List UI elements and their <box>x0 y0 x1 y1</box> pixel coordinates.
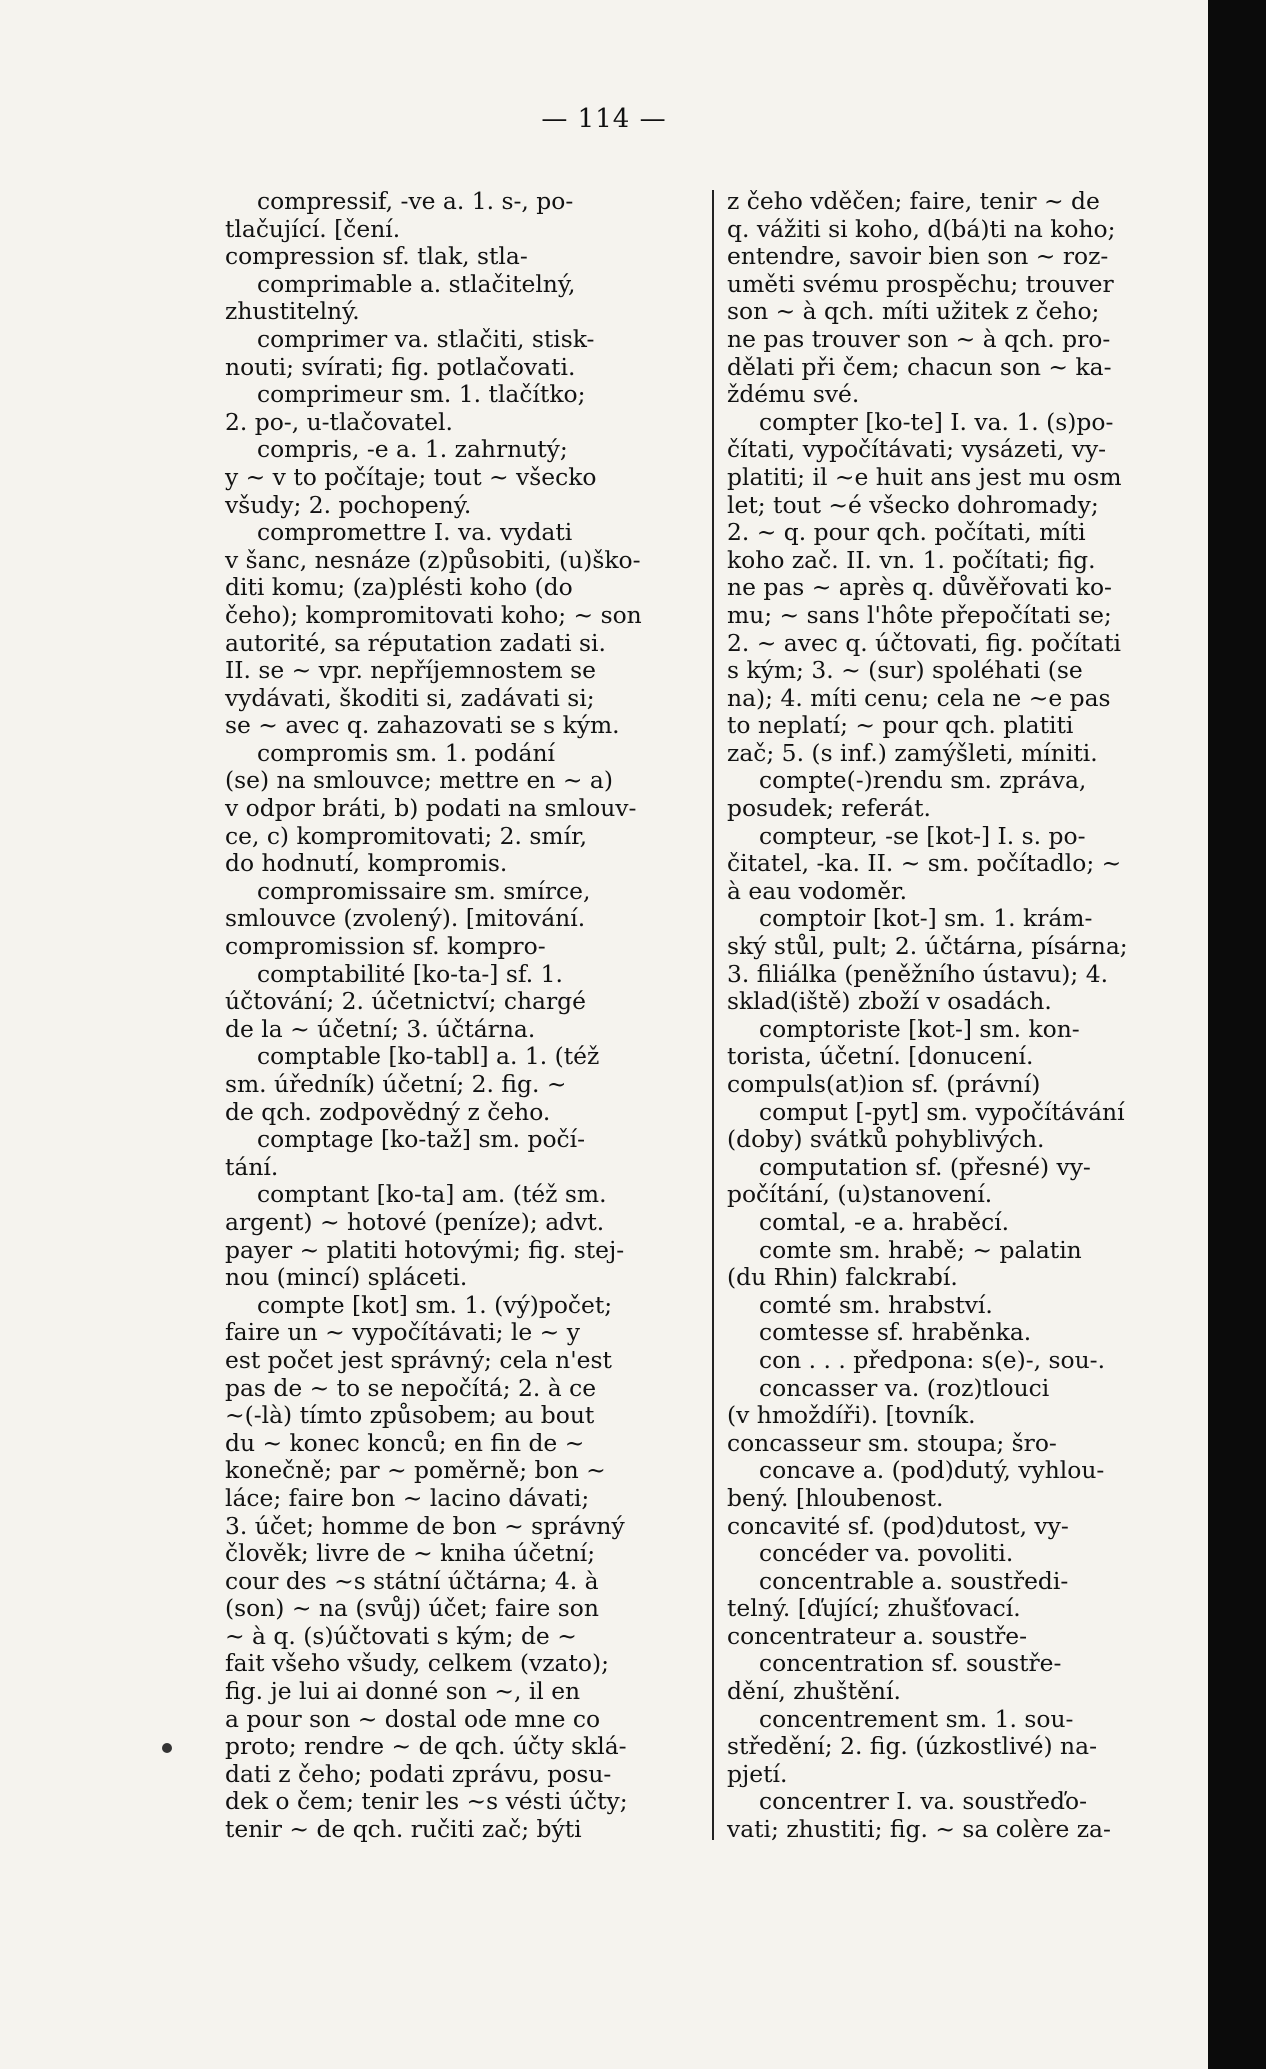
dictionary-entry: comptoriste [kot-] sm. kon- torista, účetní. [donucení. compuls(at)ion sf. (právní) <box>727 1014 1080 1098</box>
dictionary-entry: concentrer I. va. soustřeďo- vati; zhustiti; fig. ~ sa colère za- <box>727 1787 1111 1844</box>
dictionary-entry: comput [-pyt] sm. vypočítávání (doby) svátků pohyblivých. <box>727 1097 1125 1154</box>
column-divider <box>712 190 714 1840</box>
dictionary-entry: con . . . předpona: s(e)-, sou-. <box>759 1345 1106 1374</box>
dictionary-entry: computation sf. (přesné) vy- počítání, (u)stanovení. <box>727 1152 1091 1209</box>
left-column <box>225 188 701 1844</box>
dictionary-entry: compte [kot] sm. 1. (vý)počet; faire un ~ vypočítávati; le ~ y est počet jest správný; cela n'est pas de ~ to se nepočítá; 2. à ce ~(-là) tímto způsobem; au bout du ~ konec konců; en fin de ~ konečně; par ~ poměrně; bon ~ láce; faire bon ~ lacino dávati; 3. účet; homme de bon ~ správný člověk; livre de ~ kniha účetní; cour des ~s státní účtárna; 4. à (son) ~ na (svůj) účet; faire son ~ à q. (s)účtovati s kým; de ~ fait všeho všudy, celkem (vzato); fig. je lui ai donné son ~, il en a pour son ~ dostal ode mne co proto; rendre ~ de qch. účty sklá- dati z čeho; podati zprávu, posu- dek o čem; tenir les ~s vésti účty; tenir ~ de qch. ručiti zač; býti <box>225 1290 628 1844</box>
dictionary-entry: comprimer va. stlačiti, stisk- nouti; svírati; fig. potlačovati. <box>225 324 595 381</box>
dictionary-entry: comptage [ko-taž] sm. počí- tání. <box>225 1125 586 1181</box>
right-column <box>727 188 1183 1844</box>
dictionary-entry: concasser va. (roz)tlouci (v hmoždíři). [tovník. concasseur sm. stoupa; šro- <box>727 1373 1057 1457</box>
dictionary-entry: compromettre I. va. vydati v šanc, nesnáze (z)působiti, (u)ško- diti komu; (za)plésti koho (do čeho); kompromitovati koho; ~ son autorité, sa réputation zadati si. II. se ~ vpr. nepříjemnostem se vydávati, škoditi si, zadávati si; se ~ avec q. zahazovati se s kým. <box>225 518 642 740</box>
dictionary-entry: comtal, -e a. hraběcí. <box>759 1207 1010 1236</box>
dictionary-entry: comptable [ko-tabl] a. 1. (též sm. úředník) účetní; 2. fig. ~ de qch. zodpovědný z čeho. <box>225 1042 600 1126</box>
dictionary-entry: compte(-)rendu sm. zpráva, posudek; referát. <box>727 766 1087 823</box>
dictionary-entry: compteur, -se [kot-] I. s. po- čitatel, -ka. II. ~ sm. počítadlo; ~ à eau vodoměr. <box>727 821 1122 905</box>
dictionary-entry: comté sm. hrabství. <box>759 1290 993 1319</box>
scan-edge <box>1208 0 1266 2069</box>
dictionary-entry: compromis sm. 1. podání (se) na smlouvce; mettre en ~ a) v odpor bráti, b) podati na smlouv- ce, c) kompromitovati; 2. smír, do hodnutí, kompromis. <box>225 738 637 878</box>
dictionary-entry: compter [ko-te] I. va. 1. (s)po- čítati, vypočítávati; vysázeti, vy- platiti; il ~e huit ans jest mu osm let; tout ~é všecko dohromady; 2. ~ q. pour qch. počítati, míti koho zač. II. vn. 1. počítati; fig. ne pas ~ après q. důvěřovati ko- mu; ~ sans l'hôte přepočítati se; 2. ~ avec q. účtovati, fig. počítati s kým; 3. ~ (sur) spoléhati (se na); 4. míti cenu; cela ne ~e pas to neplatí; ~ pour qch. platiti zač; 5. (s inf.) zamýšleti, míniti. <box>727 407 1122 767</box>
dictionary-entry: comptant [ko-ta] am. (též sm. argent) ~ hotové (peníze); advt. payer ~ platiti hotovými; fig. stej- nou (mincí) spláceti. <box>225 1180 625 1292</box>
dictionary-entry: compressif, -ve a. 1. s-, po- tlačující. [čení. compression sf. tlak, stla- <box>225 187 574 271</box>
dictionary-entry: z čeho vděčen; faire, tenir ~ de q. vážiti si koho, d(bá)ti na koho; entendre, savoir bien son ~ roz- uměti svému prospěchu; trouver son ~ à qch. míti užitek z čeho; ne pas trouver son ~ à qch. pro- dělati při čem; chacun son ~ ka- ždému své. <box>727 187 1116 409</box>
dictionary-entry: comptoir [kot-] sm. 1. krám- ský stůl, pult; 2. účtárna, písárna; 3. filiálka (peněžního ústavu); 4. sklad(iště) zboží v osadách. <box>727 904 1128 1016</box>
dictionary-entry: compris, -e a. 1. zahrnutý; y ~ v to počítaje; tout ~ všecko všudy; 2. pochopený. <box>225 435 597 519</box>
dictionary-entry: concentrement sm. 1. sou- středění; 2. fig. (úzkostlivé) na- pjetí. <box>727 1704 1097 1788</box>
dictionary-entry: concentrable a. soustředi- telný. [ďující; zhušťovací. concentrateur a. soustře- <box>727 1566 1069 1650</box>
dictionary-entry: concéder va. povoliti. <box>759 1539 1014 1568</box>
dictionary-entry: compromissaire sm. smírce, smlouvce (zvolený). [mitování. compromission sf. kompro- <box>225 876 591 961</box>
dictionary-entry: concentration sf. soustře- dění, zhuštění. <box>727 1649 1062 1706</box>
dictionary-entry: comprimable a. stlačitelný, zhustitelný. <box>225 269 576 326</box>
page-number: — 114 — <box>541 104 667 134</box>
margin-mark <box>162 1743 172 1753</box>
dictionary-entry: comte sm. hrabě; ~ palatin (du Rhin) falckrabí. <box>727 1235 1082 1292</box>
dictionary-entry: comprimeur sm. 1. tlačítko; 2. po-, u-tlačovatel. <box>225 380 586 436</box>
dictionary-entry: comptabilité [ko-ta-] sf. 1. účtování; 2. účetnictví; chargé de la ~ účetní; 3. účtárna. <box>225 959 586 1043</box>
dictionary-entry: concave a. (pod)dutý, vyhlou- bený. [hloubenost. concavité sf. (pod)dutost, vy- <box>727 1456 1105 1540</box>
dictionary-entry: comtesse sf. hraběnka. <box>759 1318 1032 1347</box>
